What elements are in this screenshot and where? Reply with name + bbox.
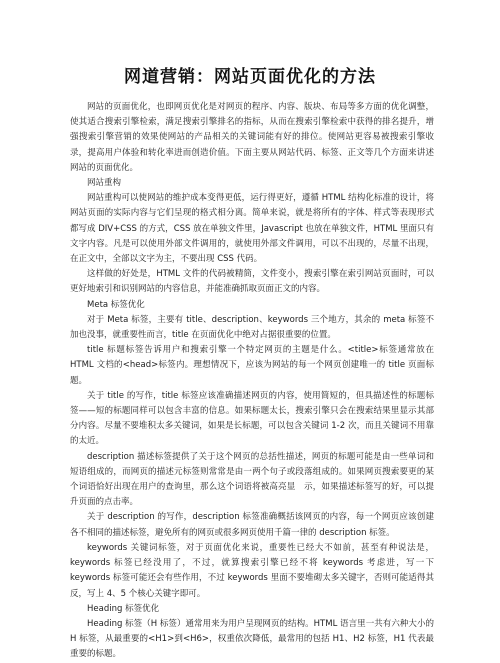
paragraph-heading-tag: Heading 标签（H 标签）通常用来为用户呈现网页的结构。HTML 语言里一共有六种大小的 H 标签，从最重要的<H1>到<H6>，权重依次降低，最常用的包括 H1、H2 标签，H1 代表最重要的标题。 [70, 618, 434, 660]
section-heading-heading: Heading 标签优化 [87, 603, 160, 614]
paragraph-title-writing: 关于 title 的写作，title 标签应该准确描述网页的内容，使用简短的，但具描述性的标题标签——短的标题同样可以包含丰富的信息。如果标题太长，搜索引擎只会在搜索结果里显示其部分内容。尽量不要堆积太多关键词，如果是长标题，可以包含关键词 1-2 次，而且关键词不用靠的太近。 [70, 390, 434, 447]
paragraph-intro: 网站的页面优化，也即网页优化是对网页的程序、内容、版块、布局等多方面的优化调整，使其适合搜索引擎检索，满足搜索引擎排名的指标，从而在搜索引擎检索中获得的排名提升，增强搜索引擎营销的效果使网站的产品相关的关键词能有好的排位。使网站更容易被搜索引擎收录，提高用户体验和转化率进而创造价值。下面主要从网站代码、标签、正文等几个方面来讲述网站的页面优化。 [70, 102, 434, 173]
section-heading-refactor: 网站重构 [87, 178, 122, 189]
paragraph-refactor: 网站重构可以使网站的维护成本变得更低，运行得更好，遵循 HTML 结构化标准的设计，将网站页面的实际内容与它们呈现的格式相分离。简单来说，就是将所有的字体、样式等表现形式都写成 DIV+CSS 的方式，CSS 放在单独文件里，Javascript 也放在单独文件，HTML 里面只有文字内容。凡是可以使用外部文件调用的，就使用外部文件调用，可以不出现的，尽量不出现，在正文中，全部以文字为主，不要出现 CSS 代码。 [70, 193, 434, 265]
paragraph-description-tag: description 描述标签提供了关于这个网页的总括性描述，网页的标题可能是由一些单词和短语组成的，而网页的描述元标签则常常是由一两个句子或段落组成的。如果网页搜索要更的某个词语恰好出现在用户的查询里，那么这个词语将被高亮显 示，如果描述标签写的好，可以提升页面的点击率。 [70, 451, 434, 508]
paragraph-keywords-tag: keywords 关键词标签，对于页面优化来说，重要性已经大不如前，甚至有种说法是，keywords 标签已经没用了，不过，就算搜索引擎已经不将 keywords 考虑进，写一下 keywords 标签可能还会有些作用，不过 keywords 里面不要堆砌太多关键字，否则可能适得其反，写上 4、5 个核心关键字即可。 [70, 542, 434, 599]
section-heading-meta: Meta 标签优化 [87, 299, 145, 310]
paragraph-title-tag: title 标题标签告诉用户和搜索引擎一个特定网页的主题是什么。<title>标签通常放在 HTML 文档的<head>标签内。理想情况下，应该为网站的每一个网页创建唯一的 title 页面标题。 [70, 345, 434, 386]
document-title: 网道营销：网站页面优化的方法 [124, 67, 376, 87]
paragraph-refactor-benefit: 这样做的好处是，HTML 文件的代码被精简，文件变小，搜索引擎在索引网站页面时，可以更好地索引和识别网站的内容信息，并能准确抓取页面正文的内容。 [70, 269, 434, 295]
paragraph-meta: 对于 Meta 标签，主要有 title、description、keywords 三个地方，其余的 meta 标签不加也没事，就重要性而言，title 在页面优化中绝对占据很重要的位置。 [70, 314, 434, 341]
document-body [70, 100, 434, 663]
paragraph-description-writing: 关于 description 的写作，description 标签准确概括该网页的内容，每一个网页应该创建各不相同的描述标签，避免所有的网页或很多网页使用千篇一律的 description 标签。 [70, 512, 434, 538]
